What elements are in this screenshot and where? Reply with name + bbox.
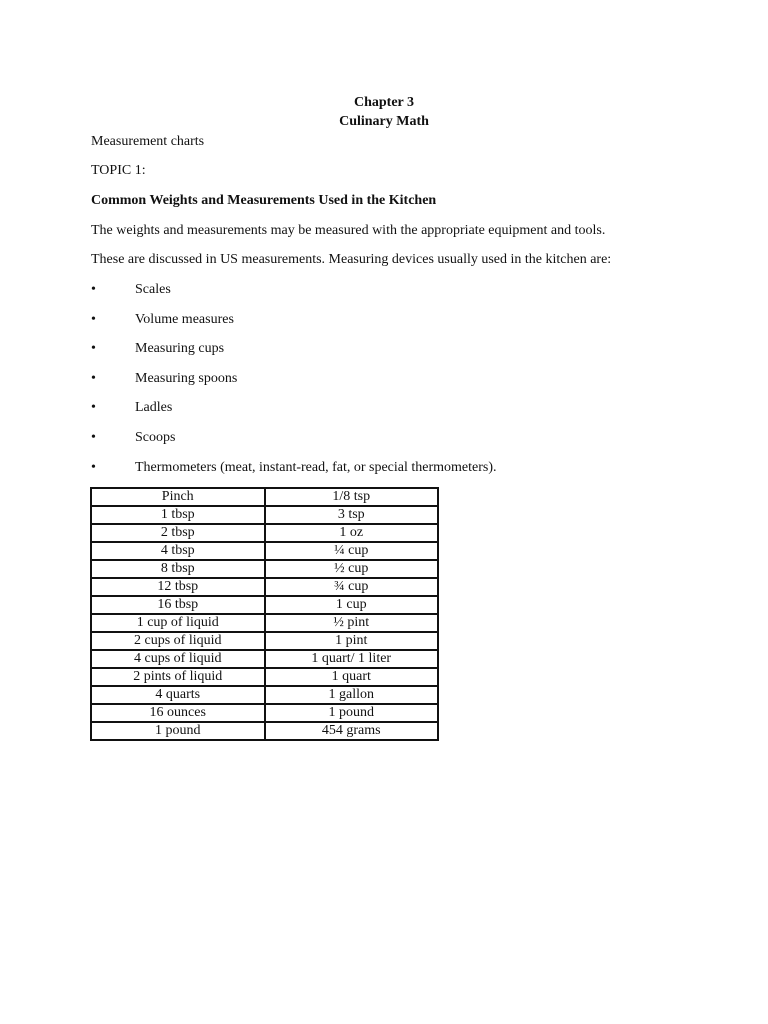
table-row — [91, 506, 438, 524]
table-cell: 1 quart — [265, 668, 439, 686]
bullet-icon: • — [91, 430, 96, 445]
table-cell: 2 cups of liquid — [91, 632, 265, 650]
table-row — [91, 560, 438, 578]
table-row — [91, 596, 438, 614]
table-cell: 454 grams — [265, 722, 439, 740]
table-cell: 1 gallon — [265, 686, 439, 704]
list-item-text: Measuring spoons — [135, 371, 238, 386]
table-row — [91, 578, 438, 596]
table-cell: 2 tbsp — [91, 524, 265, 542]
table-row — [91, 704, 438, 722]
table-cell: ¼ cup — [265, 542, 439, 560]
topic-label: TOPIC 1: — [91, 163, 146, 178]
table-row — [91, 542, 438, 560]
table-cell: 1 pound — [265, 704, 439, 722]
table-cell: 16 ounces — [91, 704, 265, 722]
bullet-icon: • — [91, 460, 96, 475]
bullet-icon: • — [91, 312, 96, 327]
list-item-text: Scoops — [135, 430, 176, 445]
table-cell: 1 pint — [265, 632, 439, 650]
paragraph-1: The weights and measurements may be measured with the appropriate equipment and tools. — [91, 223, 606, 238]
table-cell: 1 quart/ 1 liter — [265, 650, 439, 668]
table-cell: 2 pints of liquid — [91, 668, 265, 686]
table-row — [91, 650, 438, 668]
measurement-table — [90, 487, 439, 741]
table-row — [91, 686, 438, 704]
table-cell: 16 tbsp — [91, 596, 265, 614]
table-cell: 4 cups of liquid — [91, 650, 265, 668]
table-row — [91, 632, 438, 650]
table-cell: ¾ cup — [265, 578, 439, 596]
list-item-text: Volume measures — [135, 312, 234, 327]
table-cell: 4 quarts — [91, 686, 265, 704]
list-item-text: Ladles — [135, 400, 173, 415]
table-cell: ½ cup — [265, 560, 439, 578]
bullet-icon: • — [91, 282, 96, 297]
table-row — [91, 668, 438, 686]
table-cell: Pinch — [91, 488, 265, 506]
table-cell: 1 oz — [265, 524, 439, 542]
section-heading: Common Weights and Measurements Used in the Kitchen — [91, 193, 437, 208]
table-row — [91, 722, 438, 740]
table-cell: 1 cup of liquid — [91, 614, 265, 632]
bullet-icon: • — [91, 400, 96, 415]
subtitle: Measurement charts — [91, 134, 205, 149]
table-row — [91, 524, 438, 542]
table-cell: 4 tbsp — [91, 542, 265, 560]
list-item-text: Measuring cups — [135, 341, 225, 356]
chapter-title: Culinary Math — [339, 114, 429, 129]
table-cell: 8 tbsp — [91, 560, 265, 578]
table-row — [91, 614, 438, 632]
table-cell: 1 cup — [265, 596, 439, 614]
paragraph-2: These are discussed in US measurements. Measuring devices usually used in the kitchen are: — [91, 252, 612, 267]
list-item-text: Thermometers (meat, instant-read, fat, or special thermometers). — [135, 460, 497, 475]
chapter-label: Chapter 3 — [353, 95, 415, 110]
table-cell: ½ pint — [265, 614, 439, 632]
table-cell: 1 tbsp — [91, 506, 265, 524]
bullet-icon: • — [91, 371, 96, 386]
table-row — [91, 488, 438, 506]
table-cell: 1 pound — [91, 722, 265, 740]
table-cell: 3 tsp — [265, 506, 439, 524]
table-cell: 12 tbsp — [91, 578, 265, 596]
list-item-text: Scales — [135, 282, 171, 297]
table-cell: 1/8 tsp — [265, 488, 439, 506]
bullet-icon: • — [91, 341, 96, 356]
